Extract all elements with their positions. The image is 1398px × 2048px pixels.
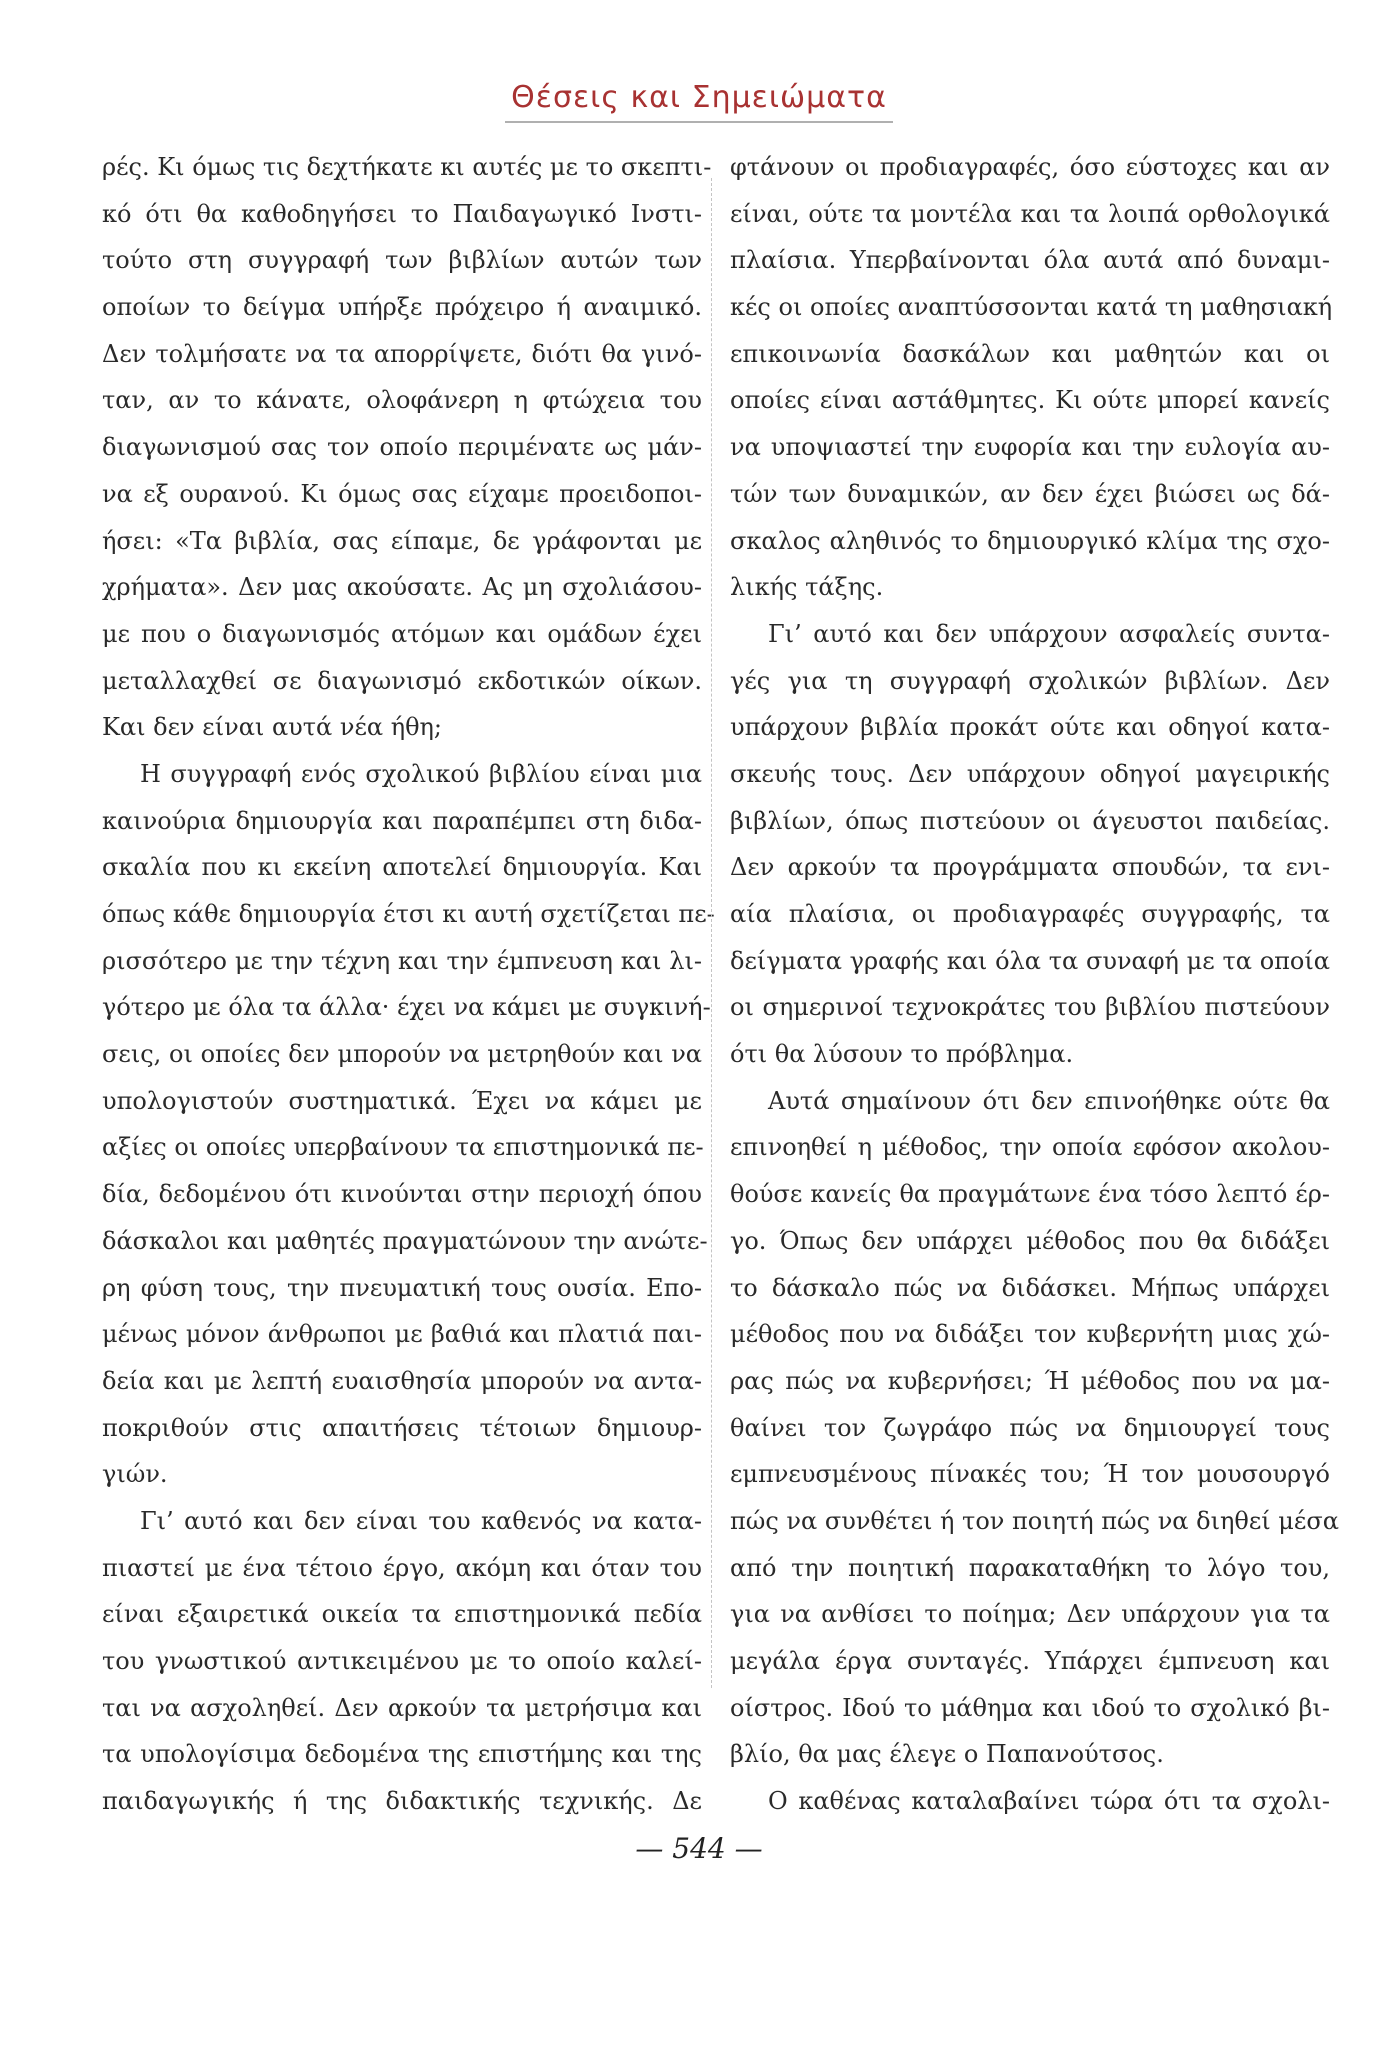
text-line: ρισσότερο με την τέχνη και την έμπνευση και λι-: [102, 946, 702, 975]
text-line: μένως μόνον άνθρωποι με βαθιά και πλατιά παι-: [102, 1320, 702, 1349]
text-line: τούτο στη συγγραφή των βιβλίων αυτών των: [102, 246, 702, 275]
text-line: μεταλλαχθεί σε διαγωνισμό εκδοτικών οίκων.: [102, 666, 702, 695]
text-line: όπως κάθε δημιουργία έτσι κι αυτή σχετίζεται πε-: [102, 900, 715, 928]
running-header: [0, 80, 1398, 123]
paragraph-end-line: γιών.: [102, 1460, 168, 1489]
paragraph-end-line: βλίο, θα μας έλεγε ο Παπανούτσος.: [730, 1740, 1164, 1769]
text-line: να υποψιαστεί την ευφορία και την ευλογία αυ-: [730, 433, 1330, 462]
paragraph-start-line: Αυτά σημαίνουν ότι δεν επινοήθηκε ούτε θα: [768, 1086, 1330, 1115]
text-line: σεις, οι οποίες δεν μπορούν να μετρηθούν και να: [102, 1040, 702, 1069]
text-line: με που ο διαγωνισμός ατόμων και ομάδων έχει: [102, 619, 702, 648]
text-line: ται να ασχοληθεί. Δεν αρκούν τα μετρήσιμα και: [102, 1693, 702, 1722]
text-line: για να ανθίσει το ποίημα; Δεν υπάρχουν για τα: [730, 1600, 1330, 1629]
paragraph-start-line: Γι’ αυτό και δεν υπάρχουν ασφαλείς συντα-: [768, 619, 1330, 648]
text-line: αία πλαίσια, οι προδιαγραφές συγγραφής, τα: [730, 900, 1330, 928]
text-line: το δάσκαλο πώς να διδάσκει. Μήπως υπάρχει: [730, 1273, 1330, 1302]
text-line: δείγματα γραφής και όλα τα συναφή με τα οποία: [730, 946, 1330, 975]
text-line: οίστρος. Ιδού το μάθημα και ιδού το σχολικό βι-: [730, 1693, 1330, 1722]
paragraph-end-line: Και δεν είναι αυτά νέα ήθη;: [102, 713, 443, 742]
text-line: μέθοδος που να διδάξει τον κυβερνήτη μιας χώ-: [730, 1320, 1330, 1349]
text-line: είναι, ούτε τα μοντέλα και τα λοιπά ορθολογικά: [730, 199, 1330, 228]
text-line: ρας πώς να κυβερνήσει; Ή μέθοδος που να μα-: [730, 1366, 1330, 1395]
text-line: δεία και με λεπτή ευαισθησία μπορούν να αντα-: [102, 1366, 702, 1395]
text-line: να εξ ουρανού. Κι όμως σας είχαμε προειδοποι-: [102, 479, 702, 508]
paragraph-start-line: Ο καθένας καταλαβαίνει τώρα ότι τα σχολι-: [768, 1787, 1330, 1816]
text-line: ρη φύση τους, την πνευματική τους ουσία. Επο-: [102, 1273, 702, 1302]
page-number: — 544 —: [635, 1832, 763, 1865]
text-line: πιαστεί με ένα τέτοιο έργο, ακόμη και όταν του: [102, 1553, 702, 1582]
text-line: γές για τη συγγραφή σχολικών βιβλίων. Δεν: [730, 666, 1330, 695]
text-line: τών των δυναμικών, αν δεν έχει βιώσει ως δά-: [730, 479, 1330, 508]
text-line: από την ποιητική παρακαταθήκη το λόγο του,: [730, 1553, 1330, 1582]
text-line: καινούρια δημιουργία και παραπέμπει στη διδα-: [102, 806, 702, 835]
text-line: βιβλίων, όπως πιστεύουν οι άγευστοι παιδείας.: [730, 806, 1330, 835]
text-line: οποίες είναι αστάθμητες. Κι ούτε μπορεί κανείς: [730, 386, 1330, 415]
text-line: σκαλία που κι εκείνη αποτελεί δημιουργία. Και: [102, 853, 702, 882]
text-line: δάσκαλοι και μαθητές πραγματώνουν την ανώτε-: [102, 1226, 708, 1255]
text-line: ρές. Κι όμως τις δεχτήκατε κι αυτές με το σκεπτι-: [102, 153, 712, 181]
text-line: διαγωνισμού σας τον οποίο περιμένατε ως μάν-: [102, 433, 702, 462]
text-line: οι σημερινοί τεχνοκράτες του βιβλίου πιστεύουν: [730, 993, 1330, 1022]
text-line: οποίων το δείγμα υπήρξε πρόχειρο ή αναιμικό.: [102, 293, 702, 322]
text-line: είναι εξαιρετικά οικεία τα επιστημονικά πεδία: [102, 1600, 702, 1629]
text-line: πλαίσια. Υπερβαίνονται όλα αυτά από δυναμι-: [730, 246, 1330, 275]
text-line: κές οι οποίες αναπτύσσονται κατά τη μαθησιακή: [730, 293, 1333, 322]
text-line: μεγάλα έργα συνταγές. Υπάρχει έμπνευση και: [730, 1647, 1330, 1675]
text-line: σκαλος αληθινός το δημιουργικό κλίμα της σχο-: [730, 526, 1330, 555]
text-line: αξίες οι οποίες υπερβαίνουν τα επιστημονικά πε-: [102, 1133, 704, 1162]
paragraph-end-line: λικής τάξης.: [730, 573, 884, 602]
text-line: επινοηθεί η μέθοδος, την οποία εφόσον ακολου-: [730, 1133, 1330, 1162]
column-divider: [711, 178, 712, 1688]
text-line: δία, δεδομένου ότι κινούνται στην περιοχή όπου: [102, 1180, 702, 1209]
text-line: χρήματα». Δεν μας ακούσατε. Ας μη σχολιάσου-: [102, 573, 702, 602]
left-column: [102, 144, 715, 1816]
text-line: ποκριθούν στις απαιτήσεις τέτοιων δημιουρ-: [102, 1413, 702, 1442]
text-line: τα υπολογίσιμα δεδομένα της επιστήμης και της: [102, 1740, 702, 1769]
text-line: Δεν τολμήσατε να τα απορρίψετε, διότι θα γινό-: [102, 339, 702, 368]
text-line: επικοινωνία δασκάλων και μαθητών και οι: [730, 339, 1330, 368]
text-line: θαίνει τον ζωγράφο πώς να δημιουργεί τους: [730, 1413, 1330, 1442]
text-line: υπάρχουν βιβλία προκάτ ούτε και οδηγοί κατα-: [730, 713, 1330, 742]
text-line: κό ότι θα καθοδηγήσει το Παιδαγωγικό Ινστι-: [102, 199, 702, 228]
right-column: [730, 144, 1339, 1816]
text-line: υπολογιστούν συστηματικά. Έχει να κάμει με: [102, 1086, 702, 1115]
text-line: πώς να συνθέτει ή τον ποιητή πώς να διηθεί μέσα: [730, 1506, 1339, 1535]
text-line: του γνωστικού αντικειμένου με το οποίο καλεί-: [102, 1647, 702, 1675]
text-line: εμπνευσμένους πίνακές του; Ή τον μουσουργό: [730, 1460, 1330, 1489]
text-line: Δεν αρκούν τα προγράμματα σπουδών, τα ενι-: [730, 853, 1330, 882]
paragraph-start-line: Η συγγραφή ενός σχολικού βιβλίου είναι μια: [140, 759, 702, 788]
text-line: σκευής τους. Δεν υπάρχουν οδηγοί μαγειρικής: [730, 759, 1330, 788]
text-line: γότερο με όλα τα άλλα· έχει να κάμει με συγκινή-: [102, 993, 711, 1022]
paragraph-start-line: Γι’ αυτό και δεν είναι του καθενός να κατα-: [140, 1506, 702, 1535]
text-line: παιδαγωγικής ή της διδακτικής τεχνικής. Δε: [102, 1787, 702, 1816]
text-line: ταν, αν το κάνατε, ολοφάνερη η φτώχεια του: [102, 386, 702, 415]
section-title: Θέσεις και Σημειώματα: [505, 80, 893, 123]
text-line: θούσε κανείς θα πραγμάτωνε ένα τόσο λεπτό έρ-: [730, 1180, 1330, 1209]
text-line: φτάνουν οι προδιαγραφές, όσο εύστοχες και αν: [730, 153, 1330, 181]
paragraph-end-line: ότι θα λύσουν το πρόβλημα.: [730, 1040, 1074, 1069]
text-line: γο. Όπως δεν υπάρχει μέθοδος που θα διδάξει: [730, 1226, 1330, 1255]
text-line: ήσει: «Τα βιβλία, σας είπαμε, δε γράφονται με: [102, 526, 702, 555]
